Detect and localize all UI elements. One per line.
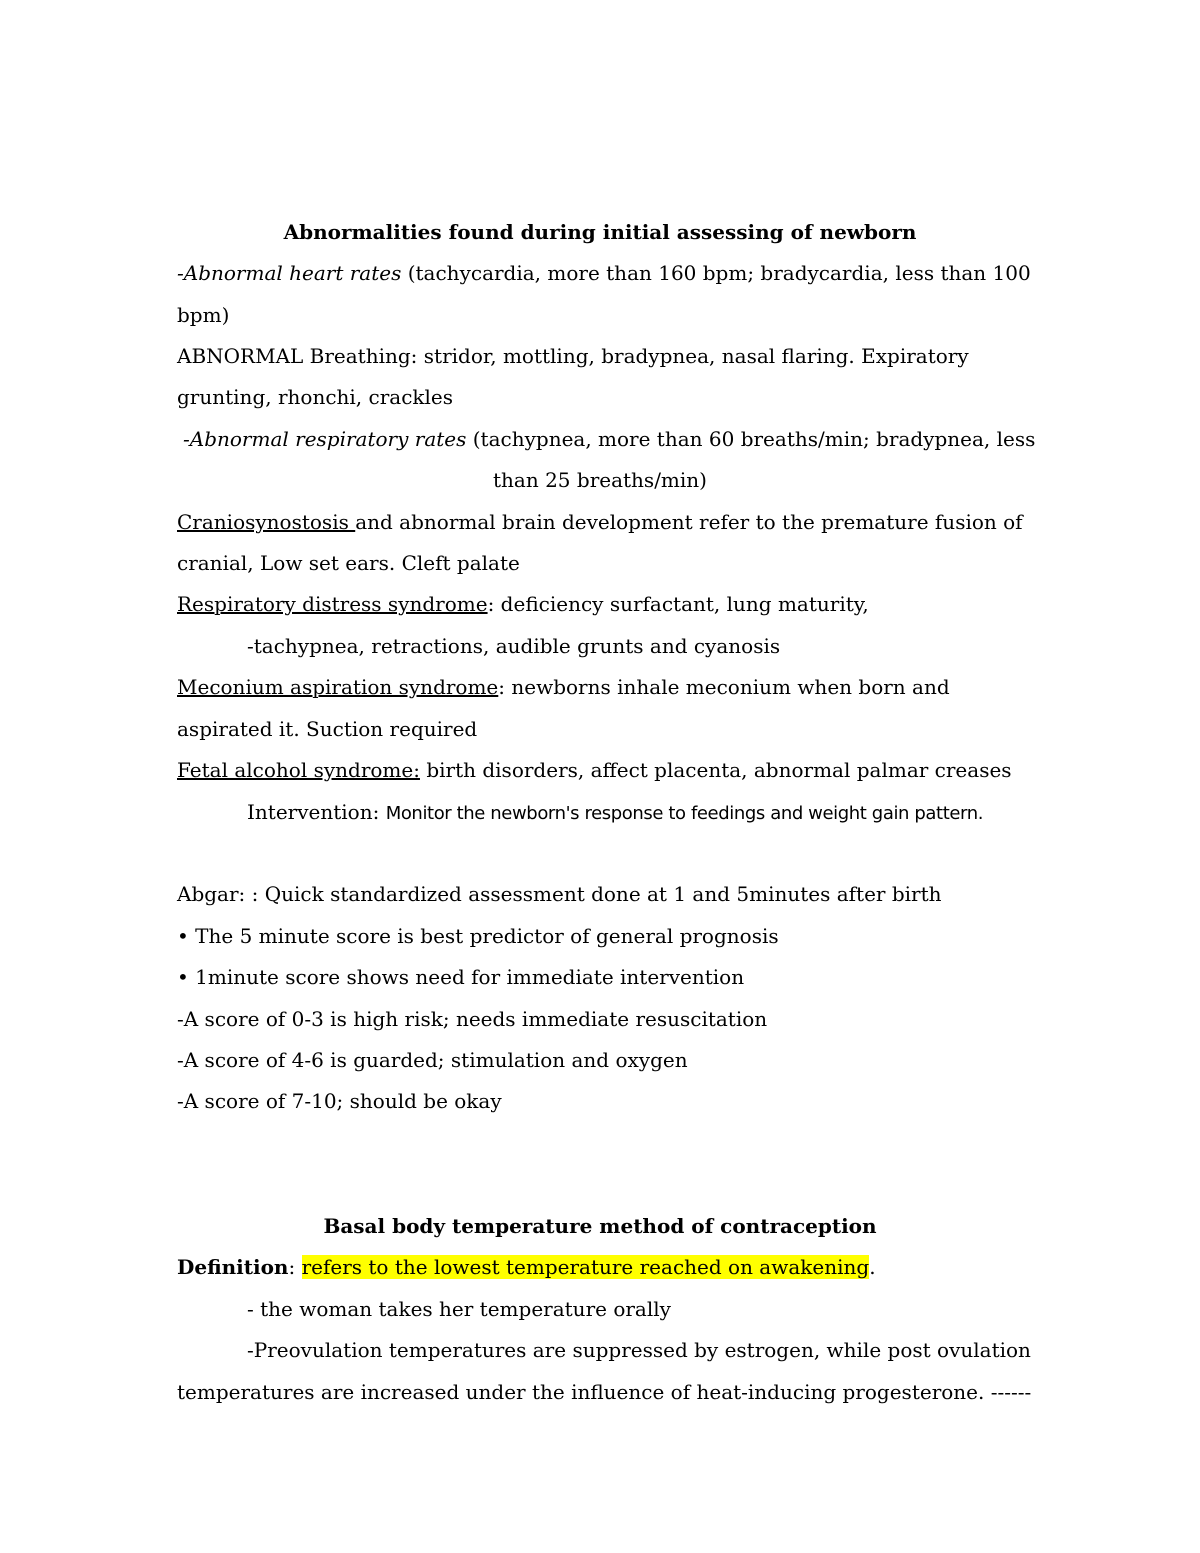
intervention-label: Intervention:: [247, 800, 386, 824]
rds-term: Respiratory distress syndrome: [177, 592, 488, 616]
respiratory-rates-line: [183, 425, 1043, 453]
breathing-line-1: ABNORMAL Breathing: stridor, mottling, bradypnea, nasal flaring. Expiratory: [177, 344, 969, 368]
fas-line: [177, 756, 1037, 784]
intervention-line: [247, 798, 1107, 828]
rds-line: [177, 590, 1037, 618]
bullet-icon: •: [177, 924, 196, 948]
apgar-intro: Abgar: : Quick standardized assessment done at 1 and 5minutes after birth: [177, 882, 942, 906]
apgar-score-1: -A score of 0-3 is high risk; needs immediate resuscitation: [177, 1007, 768, 1031]
bbt-point-2-line-1: -Preovulation temperatures are suppressed by estrogen, while post ovulation: [247, 1338, 1031, 1362]
rds-sub-line: -tachypnea, retractions, audible grunts and cyanosis: [247, 634, 781, 658]
craniosynostosis-term: Craniosynostosis: [177, 510, 356, 534]
apgar-bullet-1-text: The 5 minute score is best predictor of general prognosis: [195, 924, 779, 948]
section-title-bbt: Basal body temperature method of contraception: [323, 1214, 877, 1238]
meconium-term: Meconium aspiration syndrome: [177, 675, 499, 699]
definition-highlight: refers to the lowest temperature reached on awakening: [301, 1255, 870, 1279]
meconium-line-1: [177, 673, 1037, 701]
meconium-text: : newborns inhale meconium when born and: [498, 675, 950, 699]
respiratory-rates-text: (tachypnea, more than 60 breaths/min; bradypnea, less: [466, 427, 1036, 451]
apgar-score-2: -A score of 4-6 is guarded; stimulation and oxygen: [177, 1048, 688, 1072]
meconium-line-2: aspirated it. Suction required: [177, 717, 478, 741]
craniosynostosis-line-2: cranial, Low set ears. Cleft palate: [177, 551, 520, 575]
apgar-bullet-2: [177, 963, 1037, 991]
definition-line: [177, 1253, 1037, 1281]
fas-text: birth disorders, affect placenta, abnormal palmar creases: [419, 758, 1012, 782]
craniosynostosis-text: and abnormal brain development refer to the premature fusion of: [355, 510, 1023, 534]
heart-rates-line-2: bpm): [177, 303, 230, 327]
apgar-score-3: -A score of 7-10; should be okay: [177, 1089, 502, 1113]
definition-end: .: [869, 1255, 876, 1279]
heart-rates-text: (tachycardia, more than 160 bpm; bradycardia, less than 100: [401, 261, 1031, 285]
bullet-icon: •: [177, 965, 196, 989]
rds-text: : deficiency surfactant, lung maturity,: [487, 592, 869, 616]
respiratory-rates-label: -Abnormal respiratory rates: [183, 427, 467, 451]
fas-term: Fetal alcohol syndrome:: [177, 758, 420, 782]
bbt-point-1: - the woman takes her temperature orally: [247, 1297, 671, 1321]
bbt-point-2-line-2: temperatures are increased under the influence of heat-inducing progesterone. ------: [177, 1380, 1032, 1404]
definition-colon: :: [288, 1255, 302, 1279]
breathing-line-2: grunting, rhonchi, crackles: [177, 385, 454, 409]
definition-label: Definition: [177, 1255, 289, 1279]
section-title-newborn: Abnormalities found during initial assessing of newborn: [283, 220, 917, 244]
heart-rates-line: [177, 259, 1037, 287]
respiratory-rates-line-2: than 25 breaths/min): [493, 468, 707, 492]
apgar-bullet-2-text: 1minute score shows need for immediate intervention: [195, 965, 745, 989]
intervention-text: Monitor the newborn's response to feedings and weight gain pattern.: [385, 803, 984, 824]
craniosynostosis-line-1: [177, 508, 1037, 536]
apgar-bullet-1: [177, 922, 1037, 950]
heart-rates-label: -Abnormal heart rates: [177, 261, 402, 285]
